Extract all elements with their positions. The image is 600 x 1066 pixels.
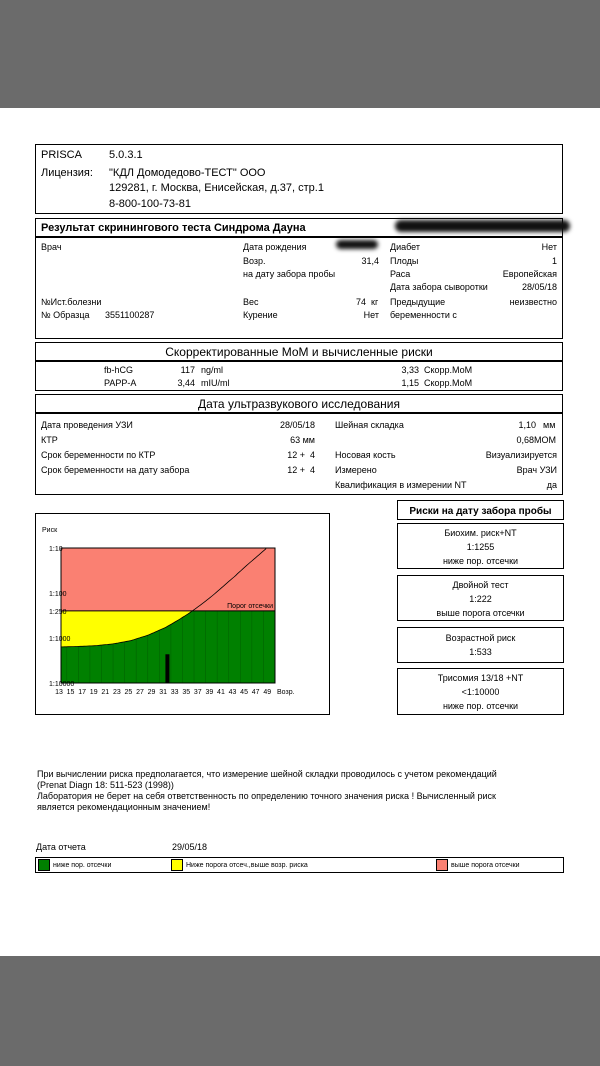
legend-yellow-label: Ниже порога отсеч.,выше возр. риска xyxy=(186,861,308,869)
mom-row-unit: ng/ml xyxy=(201,365,224,375)
fetuses-label: Плоды xyxy=(390,256,419,266)
nt-unit: мм xyxy=(543,420,556,430)
risk-box-value: 1:1255 xyxy=(466,542,495,552)
risks-title-box xyxy=(397,500,564,520)
x-tick-label: 41 xyxy=(217,689,225,696)
ktr-label: КТР xyxy=(41,435,58,445)
x-tick-label: 21 xyxy=(101,689,110,696)
prev-value: неизвестно xyxy=(509,297,557,307)
legend-red xyxy=(436,859,520,872)
sample-label: № Образца xyxy=(41,310,90,320)
note-line: (Prenat Diagn 18: 511-523 (1998)) xyxy=(37,780,174,790)
race-label: Раса xyxy=(390,269,411,279)
risk-box-note: ниже пор. отсечки xyxy=(442,556,519,566)
redacted-name xyxy=(395,220,570,232)
doctor-label: Врач xyxy=(41,242,62,252)
weight-label: Вес xyxy=(243,297,259,307)
x-tick-label: 45 xyxy=(240,689,248,696)
weight-unit: кг xyxy=(371,297,379,307)
risk-chart-box xyxy=(35,513,330,715)
risk-box-note: выше порога отсечки xyxy=(436,608,525,618)
risk-box-value: <1:10000 xyxy=(461,687,500,697)
ultrasound-title-box xyxy=(35,394,563,413)
result-title: Результат скринингового теста Синдрома Дауна xyxy=(41,222,306,234)
mom-title-box xyxy=(35,342,563,361)
y-tick-label: 1:100 xyxy=(49,591,67,598)
y-tick-label: 1:10000 xyxy=(49,681,75,688)
risk-box-note: ниже пор. отсечки xyxy=(442,701,519,711)
x-tick-label: 31 xyxy=(159,689,168,696)
risk-box-age xyxy=(397,627,564,663)
race-value: Европейская xyxy=(502,269,557,279)
ultrasound-table xyxy=(35,413,563,495)
age-note: на дату забора пробы xyxy=(243,269,336,279)
legend-red-label: выше порога отсечки xyxy=(451,861,520,869)
x-tick-label: 33 xyxy=(170,689,179,696)
ga-draw-value: 12 + 4 xyxy=(287,465,315,475)
nt-value: 1,10 xyxy=(518,420,536,430)
x-tick-label: 25 xyxy=(124,689,133,696)
note-line: Лаборатория не берет на себя ответственность по определению точного значения риска ! Вычисленный риск xyxy=(37,791,496,801)
x-tick-label: 27 xyxy=(136,689,144,696)
risk-box-name: Трисомия 13/18 +NT xyxy=(437,673,524,683)
notes xyxy=(37,769,497,813)
x-tick-label: 49 xyxy=(263,689,272,696)
serum-date-value: 28/05/18 xyxy=(521,282,557,292)
smoking-label: Курение xyxy=(243,310,278,320)
risk-box-name: Возрастной риск xyxy=(445,633,516,643)
app-label: PRISCA xyxy=(41,149,82,161)
x-tick-label: 29 xyxy=(147,689,156,696)
risk-box-name: Двойной тест xyxy=(452,580,509,590)
license-name: "КДЛ Домодедово-ТЕСТ" ООО xyxy=(109,167,266,179)
y-tick-label: 1:1000 xyxy=(49,636,71,643)
nt-label: Шейная складка xyxy=(335,420,404,430)
nasal-value: Визуализируется xyxy=(485,450,557,460)
legend-yellow xyxy=(171,859,308,872)
risk-box-value: 1:533 xyxy=(469,647,492,657)
ga-ktr-label: Срок беременности по КТР xyxy=(41,450,156,460)
prev-label-1: Предыдущие xyxy=(390,297,446,307)
measured-value: Врач УЗИ xyxy=(516,465,557,475)
note-line: При вычислении риска предполагается, что измерение шейной складки проводилось с учетом рекомендаций xyxy=(37,769,497,779)
mom-row-name: fb-hCG xyxy=(104,365,134,375)
x-tick-label: 39 xyxy=(205,689,214,696)
x-tick-label: 23 xyxy=(112,689,121,696)
birth-label: Дата рождения xyxy=(243,242,307,252)
license-label: Лицензия: xyxy=(41,167,93,179)
patient-info-box xyxy=(35,237,563,339)
mom-table xyxy=(35,361,563,391)
x-tick-label: 19 xyxy=(89,689,98,696)
patient-bar xyxy=(165,654,169,683)
qual-value: да xyxy=(546,480,557,490)
qual-label: Квалификация в измерении NT xyxy=(335,480,467,490)
sample-value: 3551100287 xyxy=(105,310,155,320)
x-tick-label: 35 xyxy=(182,689,191,696)
risk-box-value: 1:222 xyxy=(469,594,492,604)
mom-title: Скорректированные МоМ и вычисленные риски xyxy=(165,345,433,359)
redacted-birth xyxy=(336,240,378,249)
cutoff-label: Порог отсечки xyxy=(227,602,273,610)
nt-mom-label: MOM xyxy=(534,435,556,445)
diabetes-value: Нет xyxy=(541,242,557,252)
red-zone xyxy=(61,548,275,611)
x-tick-label: 13 xyxy=(55,689,63,696)
mom-row-unit: mIU/ml xyxy=(201,378,230,388)
legend-yellow-swatch xyxy=(171,859,183,871)
diabetes-label: Диабет xyxy=(390,242,421,252)
note-line: является рекомендационным значением! xyxy=(37,802,211,812)
risk-chart xyxy=(36,514,329,714)
mom-row-mom: 1,15 xyxy=(401,378,419,388)
legend xyxy=(35,857,564,873)
report-date-value: 29/05/18 xyxy=(172,842,208,852)
mom-row-mom-label: Скорр.МоМ xyxy=(424,365,473,375)
legend-red-swatch xyxy=(436,859,448,871)
phone: 8-800-100-73-81 xyxy=(109,198,191,210)
mom-row-value: 3,44 xyxy=(177,378,195,388)
nasal-label: Носовая кость xyxy=(335,450,396,460)
header-box xyxy=(35,144,563,214)
us-date-label: Дата проведения УЗИ xyxy=(41,420,133,430)
y-axis-label: Риск xyxy=(42,527,58,534)
risks-title: Риски на дату забора пробы xyxy=(409,506,552,517)
mom-row-mom: 3,33 xyxy=(401,365,419,375)
legend-green-swatch xyxy=(38,859,50,871)
address: 129281, г. Москва, Енисейская, д.37, стр.1 xyxy=(109,182,324,194)
legend-green xyxy=(38,859,111,872)
history-label: №Ист.болезни xyxy=(41,297,102,307)
x-tick-label: 43 xyxy=(228,689,237,696)
x-tick-label: 37 xyxy=(193,689,202,696)
report-page xyxy=(0,108,600,956)
risk-box-name: Биохим. риск+NT xyxy=(444,528,517,538)
serum-date-label: Дата забора сыворотки xyxy=(390,282,488,292)
age-label: Возр. xyxy=(243,256,266,266)
mom-row-value: 117 xyxy=(180,365,195,375)
nt-mom-value: 0,68 xyxy=(516,435,534,445)
fetuses-value: 1 xyxy=(551,256,557,266)
mom-row-mom-label: Скорр.МоМ xyxy=(424,378,473,388)
ga-ktr-value: 12 + 4 xyxy=(287,450,315,460)
legend-green-label: ниже пор. отсечки xyxy=(53,861,112,869)
ga-draw-label: Срок беременности на дату забора xyxy=(41,465,190,475)
x-tick-label: 15 xyxy=(66,689,75,696)
version: 5.0.3.1 xyxy=(109,149,143,161)
x-axis-label: Возр. xyxy=(277,689,295,696)
risk-box-trisomy xyxy=(397,668,564,715)
mom-row-name: PAPP-A xyxy=(104,378,137,388)
age-value: 31,4 xyxy=(361,256,379,266)
prev-label-2: беременности с xyxy=(390,310,457,320)
weight-value: 74 xyxy=(355,297,366,307)
y-tick-label: 1:250 xyxy=(49,608,67,616)
report-date-label: Дата отчета xyxy=(36,842,86,852)
risk-box-biochem xyxy=(397,523,564,569)
ktr-value: 63 мм xyxy=(290,435,315,445)
ultrasound-title: Дата ультразвукового исследования xyxy=(198,397,400,411)
x-tick-label: 47 xyxy=(251,689,260,696)
y-tick-label: 1:10 xyxy=(49,546,63,553)
risk-box-double-test xyxy=(397,575,564,621)
smoking-value: Нет xyxy=(363,310,379,320)
measured-label: Измерено xyxy=(335,465,377,475)
x-tick-label: 17 xyxy=(78,689,87,696)
us-date-value: 28/05/18 xyxy=(279,420,315,430)
